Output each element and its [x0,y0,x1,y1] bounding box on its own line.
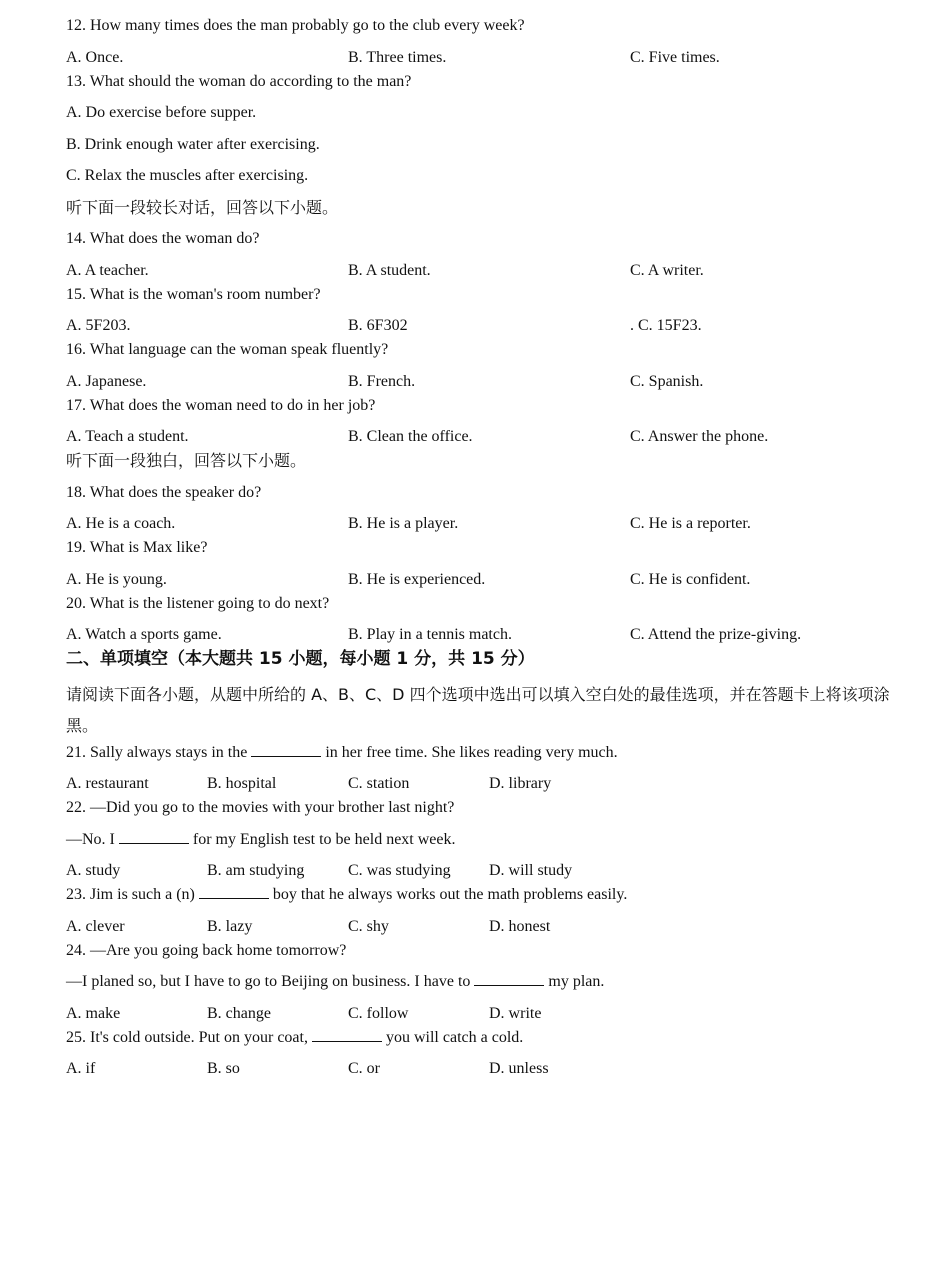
question-16-options [66,370,896,394]
question-20-options [66,623,896,647]
option-d: D. write [489,1004,542,1022]
option-a: A. make [66,1004,121,1022]
stem-after: boy that he always works out the math problems easily. [272,886,628,903]
answer-blank [119,829,189,844]
option-b: B. Drink enough water after exercising. [66,135,320,153]
option-c: C. follow [348,1004,409,1022]
option-a: A. if [66,1060,96,1077]
question-25-options [66,1057,896,1081]
question-12-options [66,46,896,70]
stem-after: in her free time. She likes reading very much. [325,743,618,761]
option-c: C. Relax the muscles after exercising. [66,167,309,184]
stem-after: you will catch a cold. [385,1028,524,1046]
option-c: C. station [348,775,410,792]
option-c: C. Spanish. [630,372,704,390]
section-instruction: 听下面一段较长对话，回答以下小题。 [66,197,339,217]
option-a: A. Japanese. [66,372,147,390]
question-23-options [66,915,896,939]
exam-page [66,14,896,1081]
option-a: A. Watch a sports game. [66,626,222,643]
option-a: A. restaurant [66,775,149,792]
question-22-response [66,828,896,860]
answer-blank [199,884,269,899]
question-13 [66,70,896,102]
question-25 [66,1026,896,1058]
option-b: B. hospital [207,775,277,792]
question-17-options [66,425,896,449]
option-c: C. A writer. [630,261,704,279]
option-c: C. shy [348,917,389,935]
question-19: 19. What is Max like? [66,539,208,556]
option-b: B. am studying [207,862,305,879]
option-a: A. He is young. [66,570,167,588]
section-instructions: 请阅读下面各小题，从题中所给的 A、B、C、D 四个选项中选出可以填入空白处的最佳选项，并在答题卡上将该项涂黑。 [66,684,890,735]
question-24-options [66,1002,896,1026]
answer-blank [474,971,544,986]
option-c: C. Five times. [630,48,720,66]
answer-blank [251,742,321,757]
option-c: . C. 15F23. [630,317,702,334]
option-b: B. Clean the office. [348,428,473,445]
stem-before: —I planed so, but I have to go to Beijing on business. I have to [66,973,471,990]
option-c: C. or [348,1060,380,1077]
option-b: B. lazy [207,917,253,935]
option-d: D. will study [489,862,573,879]
question-23 [66,883,896,915]
option-a: A. He is a coach. [66,515,176,532]
question-18: 18. What does the speaker do? [66,483,262,501]
option-b: B. Three times. [348,48,447,66]
option-d: D. honest [489,917,551,935]
option-b: B. 6F302 [348,317,408,334]
question-15-options [66,314,896,338]
option-d: D. library [489,775,552,792]
question-22-options [66,859,896,883]
stem-before: 25. It's cold outside. Put on your coat, [66,1028,308,1046]
question-14: 14. What does the woman do? [66,230,260,247]
option-a: A. Teach a student. [66,428,189,445]
question-16: 16. What language can the woman speak fluently? [66,341,389,358]
question-20: 20. What is the listener going to do next? [66,594,330,612]
option-b: B. French. [348,372,416,390]
stem-before: 21. Sally always stays in the [66,743,248,761]
stem-after: for my English test to be held next week. [192,830,456,848]
option-a: A. A teacher. [66,261,149,279]
question-15: 15. What is the woman's room number? [66,285,321,303]
question-19-options [66,568,896,592]
option-b: B. He is experienced. [348,570,486,588]
option-a: A. Once. [66,48,124,66]
question-24: 24. —Are you going back home tomorrow? [66,941,347,959]
question-18-options [66,512,896,536]
stem-after: my plan. [548,973,605,990]
option-b: B. A student. [348,261,431,279]
option-a: A. Do exercise before supper. [66,104,257,121]
option-c: C. He is a reporter. [630,515,751,532]
question-14-options [66,259,896,283]
option-b: B. Play in a tennis match. [348,626,512,643]
option-b: B. change [207,1004,271,1022]
stem-before: —No. I [66,830,115,848]
question-12 [66,14,896,46]
option-b: B. He is a player. [348,515,459,532]
section-heading: 二、单项填空（本大题共 15 小题，每小题 1 分，共 15 分） [66,649,535,669]
question-stem: 12. How many times does the man probably go to the club every week? [66,17,525,34]
option-c: C. He is confident. [630,570,751,588]
question-stem: 13. What should the woman do according to the man? [66,72,412,90]
option-a: A. 5F203. [66,317,131,334]
answer-blank [312,1027,382,1042]
question-21 [66,741,896,773]
option-c: C. Answer the phone. [630,428,769,445]
stem-before: 23. Jim is such a (n) [66,886,195,903]
option-d: D. unless [489,1060,549,1077]
question-17: 17. What does the woman need to do in her job? [66,396,376,414]
question-21-options [66,772,896,796]
option-a: A. study [66,862,121,879]
option-b: B. so [207,1060,240,1077]
section-instruction: 听下面一段独白，回答以下小题。 [66,451,307,470]
option-c: C. Attend the prize-giving. [630,626,802,643]
question-24-response [66,970,896,1002]
question-22: 22. —Did you go to the movies with your brother last night? [66,799,455,816]
option-a: A. clever [66,917,125,935]
option-c: C. was studying [348,862,451,879]
